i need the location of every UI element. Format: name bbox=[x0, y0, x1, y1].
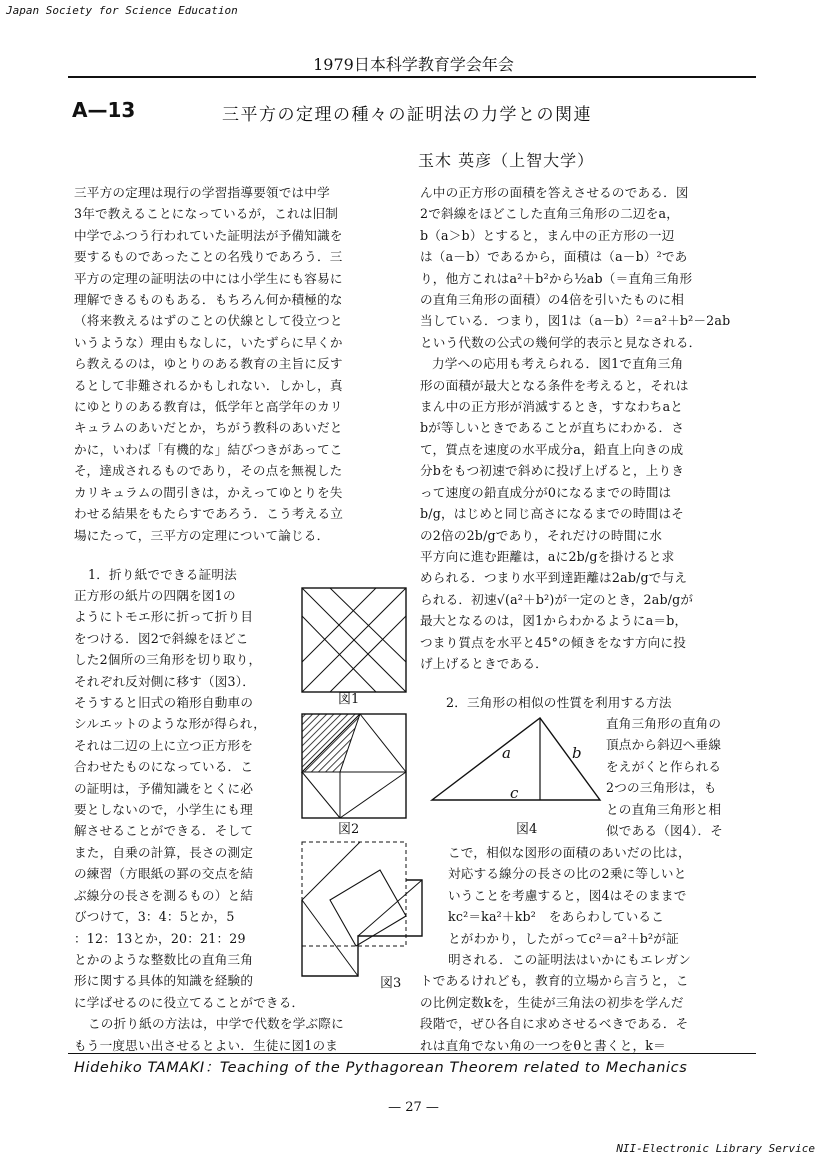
text-line: 似である（図4）．そ bbox=[606, 823, 724, 839]
text-line: トであるけれども，教育的立場から言うと，こ bbox=[420, 973, 689, 989]
text-line: れは直角でない角の一つをθと書くと，k＝ bbox=[420, 1037, 666, 1053]
text-line: シルエットのような形が得られ， bbox=[74, 716, 267, 732]
text-line: に学ばせるのに役立てることができる． bbox=[74, 995, 305, 1010]
left-column-intro bbox=[74, 182, 343, 546]
section1-text bbox=[74, 585, 266, 992]
figure-1-diagram bbox=[300, 586, 410, 696]
text-line: この折り紙の方法は，中学で代数を学ぶ際に bbox=[88, 1016, 344, 1032]
text-line: びつけて，3：4：5とか，5 bbox=[74, 909, 235, 925]
figure-4-label-a: a bbox=[502, 744, 511, 762]
figure-2-caption: 図2 bbox=[338, 822, 360, 837]
figure-2-diagram bbox=[300, 712, 410, 824]
header-rule bbox=[68, 76, 756, 78]
text-line: また，自乗の計算，長さの測定 bbox=[74, 844, 254, 860]
text-line: の証明は，予備知識をとくに必 bbox=[74, 780, 254, 796]
section1-tail bbox=[74, 992, 344, 1056]
english-title: Hidehiko TAMAKI：Teaching of the Pythagorean Theorem related to Mechanics bbox=[74, 1060, 688, 1076]
text-line: 合わせたものになっている．こ bbox=[74, 759, 254, 775]
text-line: 明される．この証明法はいかにもエレガン bbox=[448, 952, 692, 968]
conference-title: 1979日本科学教育学会年会 bbox=[313, 55, 514, 74]
text-line: 場にたって，三平方の定理について論じる． bbox=[74, 527, 330, 543]
text-line: って速度の鉛直成分が0になるまでの時間は bbox=[420, 484, 672, 500]
figure-4-label-c: c bbox=[510, 784, 519, 802]
text-line: 直角三角形の直角の bbox=[606, 716, 722, 731]
text-line: 中学でふつう行われていた証明法が予備知識を bbox=[74, 227, 343, 243]
text-line: とかのような整数比の直角三角 bbox=[74, 951, 254, 967]
paper-id: A—13 bbox=[72, 98, 136, 122]
text-line: b/g，はじめと同じ高さになるまでの時間はそ bbox=[420, 506, 685, 522]
paper-title: 三平方の定理の種々の証明法の力学との関連 bbox=[222, 105, 592, 125]
text-line: ：12：13とか，20：21：29 bbox=[74, 930, 246, 946]
text-line: とがわかり，したがってc²＝a²＋b²が証 bbox=[448, 930, 679, 946]
text-line: をえがくと作られる bbox=[606, 758, 722, 774]
text-line: 形に関する具体的知識を経験的 bbox=[74, 973, 254, 989]
text-line: 解させることができる．そして bbox=[74, 823, 254, 839]
section1-heading: 1．折り紙でできる証明法 bbox=[88, 567, 237, 582]
text-line: b（a＞b）とすると，まん中の正方形の一辺 bbox=[420, 227, 675, 243]
text-line: 要としないので，小学生にも理 bbox=[74, 802, 253, 818]
text-line: 3年で教えることになっているが，これは旧制 bbox=[74, 206, 339, 222]
text-line: こで，相似な図形の面積のあいだの比は， bbox=[448, 845, 691, 860]
text-line: り，他方これはa²＋b²から½ab（＝直角三角形 bbox=[420, 270, 693, 286]
text-line: 頂点から斜辺へ垂線 bbox=[606, 737, 722, 753]
text-line: 分bをもつ初速で斜めに投げ上げると，上りき bbox=[420, 463, 685, 479]
footer-rule bbox=[68, 1053, 756, 1054]
right-column-text bbox=[420, 182, 730, 674]
text-line: 力学への応用も考えられる．図1で直角三角 bbox=[432, 356, 684, 372]
text-line: もう一度思い出させるとよい．生徒に図1のま bbox=[74, 1037, 339, 1053]
text-line: 要するものであったことの名残りであろう．三 bbox=[74, 249, 343, 265]
figure-3-diagram bbox=[300, 840, 428, 980]
text-line: カリキュラムの間引きは，かえってゆとりを失 bbox=[74, 484, 343, 500]
text-line: kc²＝ka²＋kb² をあらわしているこ bbox=[448, 909, 664, 925]
figure-3-caption: 図3 bbox=[380, 976, 402, 991]
text-line: られる．初速√(a²＋b²)が一定のとき，2ab/gが bbox=[420, 591, 694, 607]
page-number: — 27 — bbox=[388, 1100, 439, 1115]
text-line: 理解できるものもある．もちろん何か積極的な bbox=[74, 292, 343, 308]
figure-4-label-b: b bbox=[572, 744, 582, 762]
text-line: ぶ線分の長さを測るもの）と結 bbox=[74, 887, 254, 903]
text-line: にゆとりのある教育は，低学年と高学年のカリ bbox=[74, 399, 343, 415]
text-line: いうような）理由もなしに，いたずらに早くか bbox=[74, 334, 343, 350]
text-line: （将来教えるはずのことの伏線として役立つと bbox=[74, 313, 343, 329]
text-line: は（a－b）であるから，面積は（a－b）²であ bbox=[420, 249, 688, 265]
text-line: 2で斜線をほどこした直角三角形の二辺をa， bbox=[420, 206, 680, 222]
text-line: 2つの三角形は，も bbox=[606, 780, 717, 796]
text-line: bが等しいときであることが直ちにわかる．さ bbox=[420, 420, 685, 436]
text-line: 当している．つまり，図1は（a－b）²＝a²＋b²－2ab bbox=[420, 313, 731, 329]
text-line: るとして非難されるかもしれない．しかし，真 bbox=[74, 377, 343, 393]
text-line: した2個所の三角形を切り取り， bbox=[74, 652, 262, 668]
text-line: められる．つまり水平到達距離は2ab/gで与え bbox=[420, 570, 688, 586]
text-line: の直角三角形の面積）の4倍を引いたものに相 bbox=[420, 292, 685, 308]
text-line: 正方形の紙片の四隅を図1の bbox=[74, 588, 236, 603]
text-line: の比例定数kを，生徒が三角法の初歩を学んだ bbox=[420, 994, 684, 1010]
society-name: Japan Society for Science Education bbox=[6, 4, 238, 17]
figure-4-caption: 図4 bbox=[516, 822, 538, 837]
text-line: との直角三角形と相 bbox=[606, 801, 722, 817]
section2-heading: 2．三角形の相似の性質を利用する方法 bbox=[446, 695, 672, 710]
text-line: 最大となるのは，図1からわかるようにa＝b， bbox=[420, 613, 688, 629]
text-line: まん中の正方形が消滅するとき，すなわちaと bbox=[420, 399, 684, 415]
text-line: そうすると旧式の箱形自動車の bbox=[74, 695, 254, 711]
section2-side-text bbox=[606, 713, 723, 841]
paper-author: 玉木 英彦（上智大学） bbox=[418, 151, 595, 170]
text-line: という代数の公式の幾何学的表示と見なされる． bbox=[420, 334, 702, 350]
section2-text bbox=[420, 842, 691, 1056]
text-line: 三平方の定理は現行の学習指導要領では中学 bbox=[74, 185, 330, 200]
text-line: そ，達成されるものであり，その点を無視した bbox=[74, 463, 343, 479]
text-line: つまり質点を水平と45°の傾きをなす方向に投 bbox=[420, 634, 687, 650]
text-line: いうことを考慮すると，図4はそのままで bbox=[448, 887, 687, 903]
text-line: て，質点を速度の水平成分a，鉛直上向きの成 bbox=[420, 441, 684, 457]
text-line: 対応する線分の長さの比の2乗に等しいと bbox=[448, 866, 687, 882]
text-line: 形の面積が最大となる条件を考えると，それは bbox=[420, 377, 689, 393]
text-line: わせる結果をもたらすであろう．こう考える立 bbox=[74, 506, 344, 522]
text-line: をつける．図2で斜線をほどこ bbox=[74, 630, 249, 646]
text-line: それぞれ反対側に移す（図3）． bbox=[74, 673, 256, 689]
text-line: かに，いわば「有機的な」結びつきがあってこ bbox=[74, 441, 343, 457]
text-line: ようにトモエ形に折って折り目 bbox=[74, 609, 254, 625]
library-service-label: NII-Electronic Library Service bbox=[616, 1142, 815, 1155]
text-line: の2倍の2b/gであり，それだけの時間に水 bbox=[420, 527, 663, 543]
text-line: 段階で，ぜひ各自に求めさせるべきである．そ bbox=[420, 1016, 689, 1032]
text-line: の練習（方眼紙の罫の交点を結 bbox=[74, 866, 254, 882]
text-line: キュラムのあいだとか，ちがう教科のあいだと bbox=[74, 420, 343, 436]
text-line: それは二辺の上に立つ正方形を bbox=[74, 737, 254, 753]
text-line: ん中の正方形の面積を答えさせるのである．図 bbox=[420, 185, 689, 200]
text-line: ら教えるのは，ゆとりのある教育の主旨に反す bbox=[74, 356, 343, 372]
figure-1-caption: 図1 bbox=[338, 692, 360, 707]
text-line: 平方の定理の証明法の中には小学生にも容易に bbox=[74, 270, 343, 286]
text-line: 平方向に進む距離は，aに2b/gを掛けると求 bbox=[420, 548, 675, 564]
text-line: げ上げるときである． bbox=[420, 655, 548, 671]
